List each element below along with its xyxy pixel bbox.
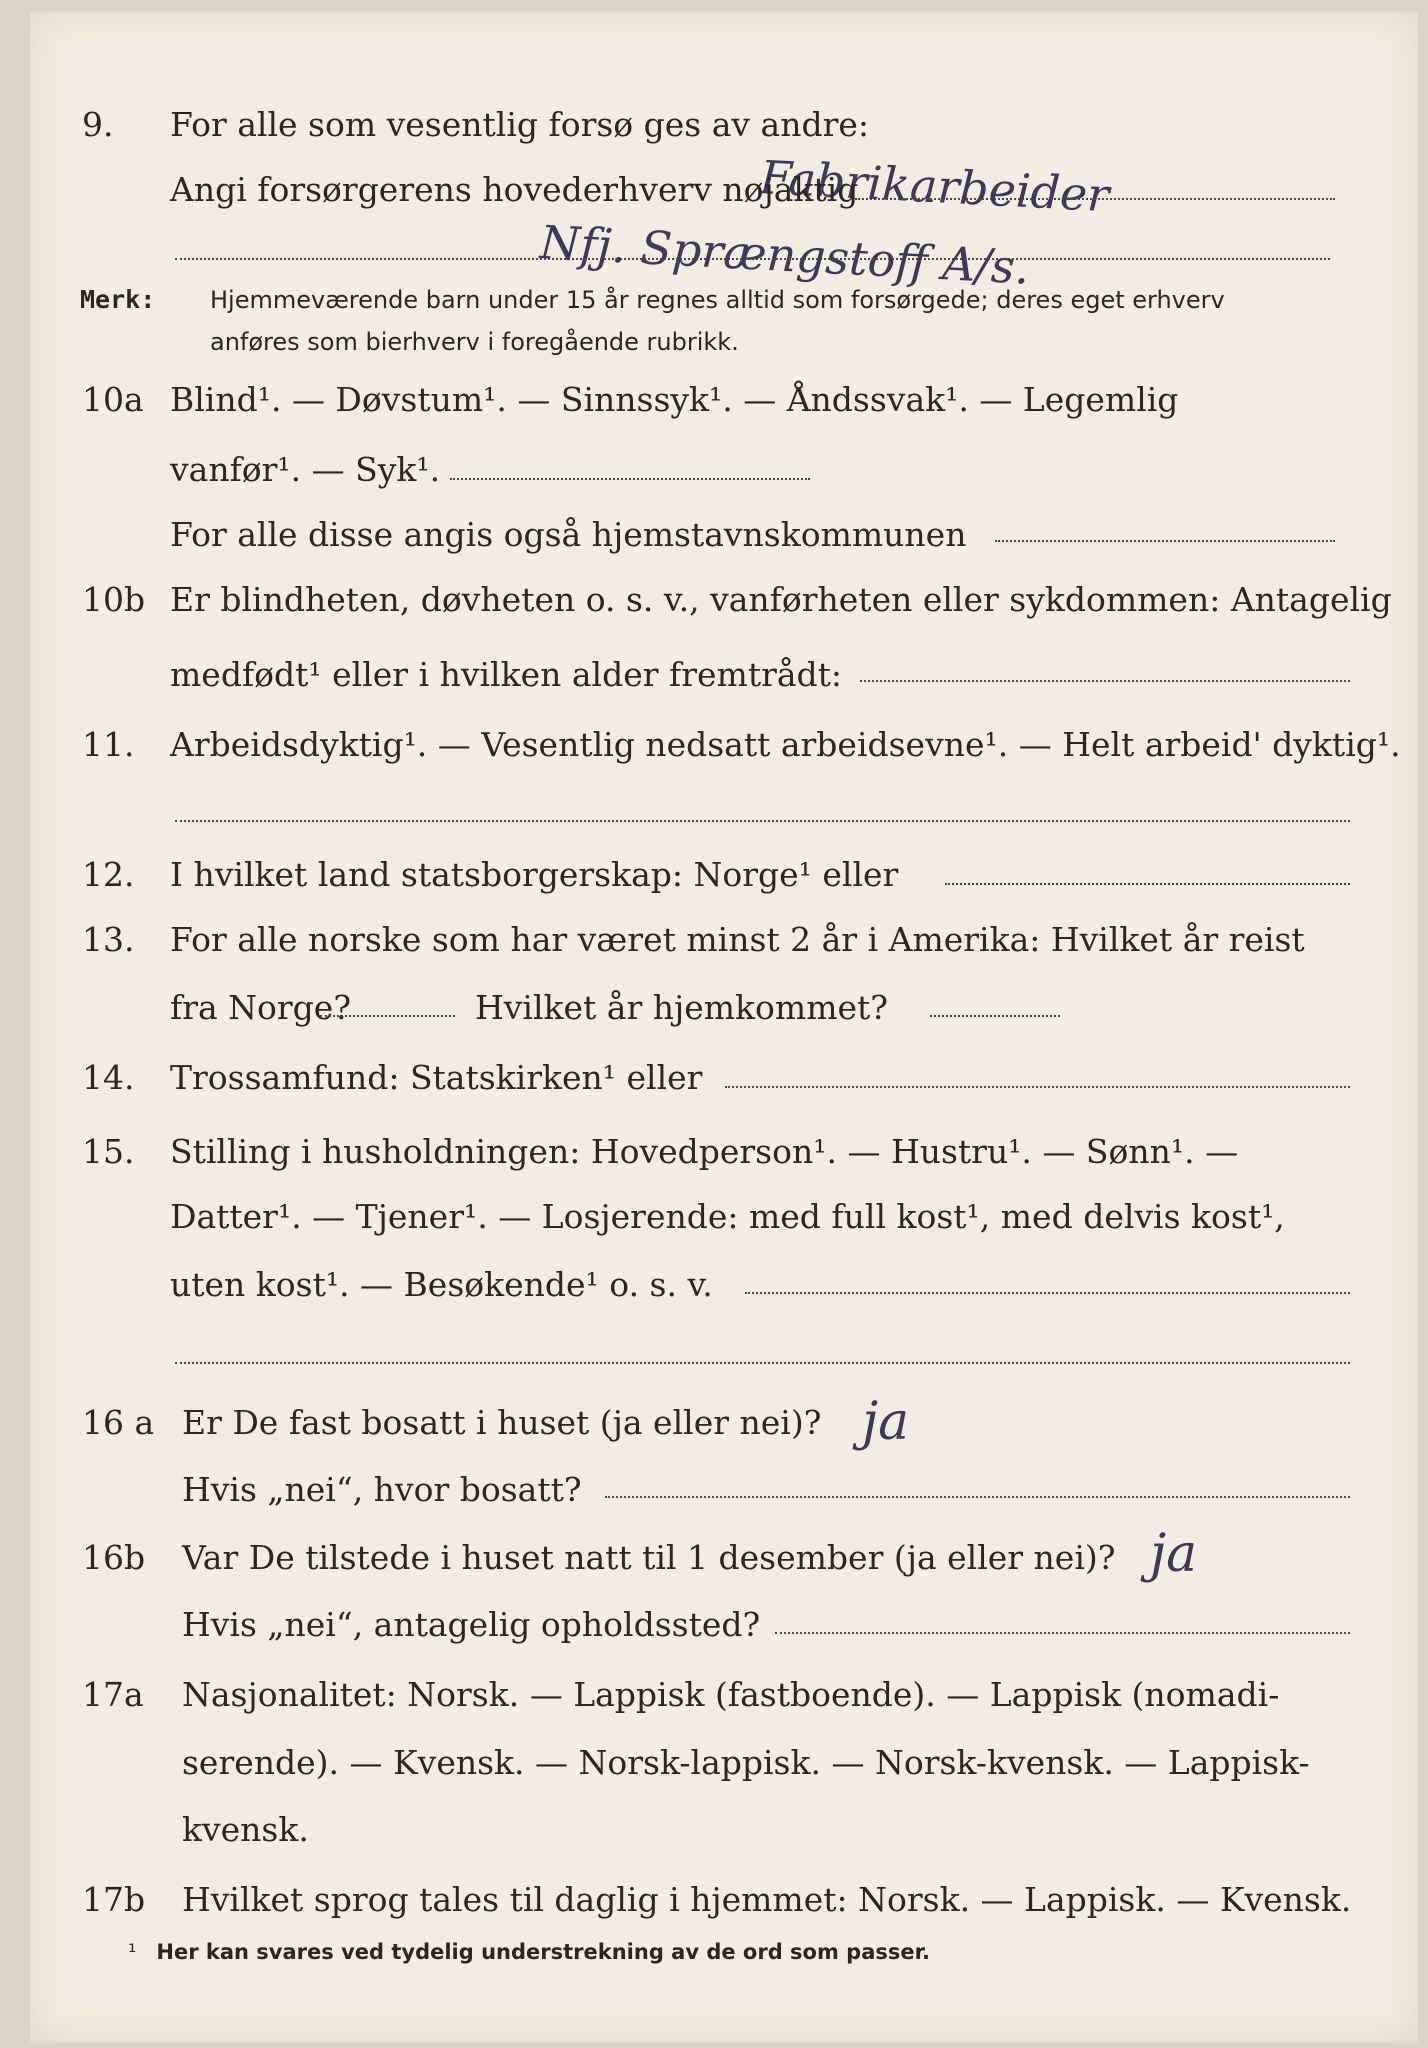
q11-text: Arbeidsdyktig¹. — Vesentlig nedsatt arbeidsevne¹. — Helt arbeid' dyktig¹.	[170, 725, 1401, 764]
q17a-number: 17a	[82, 1675, 144, 1714]
q16b-text-2: Hvis „nei“, antagelig opholdssted?	[182, 1605, 761, 1644]
merk-row-2	[0, 322, 1428, 362]
q9-answer-line-2	[175, 258, 1330, 260]
q16b-row-2	[0, 1595, 1428, 1655]
q16b-text: Var De tilstede i huset natt til 1 desember (ja eller nei)?	[182, 1538, 1116, 1577]
q17a-text-3: kvensk.	[182, 1810, 309, 1849]
q15-answer-line	[745, 1292, 1350, 1294]
q16a-text: Er De fast bosatt i huset (ja eller nei)?	[182, 1403, 822, 1442]
q11-answer-line	[175, 820, 1350, 822]
q10a-text-3: For alle disse angis også hjemstavnskommunen	[170, 515, 967, 554]
q17a-text-2: serende). — Kvensk. — Norsk-lappisk. — Norsk-kvensk. — Lappisk-	[182, 1743, 1310, 1782]
merk-text-2: anføres som bierhverv i foregående rubrikk.	[210, 328, 739, 356]
q14-row	[0, 1048, 1428, 1108]
handwritten-answer-16b: ja	[1150, 1524, 1198, 1584]
q15-number: 15.	[82, 1132, 135, 1171]
q14-number: 14.	[82, 1058, 135, 1097]
q10b-answer-line	[860, 680, 1350, 682]
merk-text: Hjemmeværende barn under 15 år regnes alltid som forsørgede; deres eget erhverv	[210, 286, 1225, 314]
q12-text: I hvilket land statsborgerskap: Norge¹ eller	[170, 855, 899, 894]
q16a-answer-line	[605, 1496, 1350, 1498]
q13-text: For alle norske som har været minst 2 år i Amerika: Hvilket år reist	[170, 920, 1305, 959]
footnote	[128, 1940, 930, 1964]
q16a-number: 16 a	[82, 1403, 155, 1442]
q10a-answer-line-2	[995, 540, 1335, 542]
q9-text: For alle som vesentlig forsø ges av andre:	[170, 105, 869, 144]
q15-answer-line-2	[175, 1362, 1350, 1364]
q17b-text: Hvilket sprog tales til daglig i hjemmet: Norsk. — Lappisk. — Kvensk.	[182, 1880, 1352, 1919]
q14-answer-line	[725, 1086, 1350, 1088]
q12-answer-line	[945, 883, 1350, 885]
q17a-row-2	[0, 1733, 1428, 1793]
q10a-answer-line	[450, 478, 810, 480]
q15-text-3: uten kost¹. — Besøkende¹ o. s. v.	[170, 1265, 713, 1304]
footnote-text: Her kan svares ved tydelig understrekning av de ord som passer.	[156, 1940, 930, 1964]
q9-row-2	[0, 160, 1428, 220]
q9-number: 9.	[82, 105, 114, 144]
q10a-row-3	[0, 505, 1428, 565]
q16a-row-2	[0, 1460, 1428, 1520]
q15-row-2	[0, 1187, 1428, 1247]
q9-row	[0, 95, 1428, 155]
handwritten-occupation: Fabrikarbeider	[758, 150, 1111, 223]
q10b-text-2: medfødt¹ eller i hvilken alder fremtrådt:	[170, 655, 843, 694]
q10a-row-2	[0, 440, 1428, 500]
q13-text-2b: Hvilket år hjemkommet?	[475, 988, 888, 1027]
q17a-text: Nasjonalitet: Norsk. — Lappisk (fastboende). — Lappisk (nomadi-	[182, 1675, 1280, 1714]
q13-row-2	[0, 978, 1428, 1038]
q10a-text: Blind¹. — Døvstum¹. — Sinnssyk¹. — Åndssvak¹. — Legemlig	[170, 380, 1179, 419]
q12-row	[0, 845, 1428, 905]
merk-row	[0, 280, 1428, 320]
q13-text-2: fra Norge?	[170, 988, 352, 1027]
q9-answer-line	[855, 198, 1335, 200]
merk-label: Merk:	[80, 285, 156, 314]
q14-text: Trossamfund: Statskirken¹ eller	[170, 1058, 703, 1097]
q11-number: 11.	[82, 725, 135, 764]
q10a-text-2: vanfør¹. — Syk¹.	[170, 450, 441, 489]
q10b-text: Er blindheten, døvheten o. s. v., vanførheten eller sykdommen: Antagelig	[170, 580, 1392, 619]
q10a-number: 10a	[82, 380, 144, 419]
q12-number: 12.	[82, 855, 135, 894]
q17b-row	[0, 1870, 1428, 1930]
q16a-row	[0, 1393, 1428, 1453]
q16a-text-2: Hvis „nei“, hvor bosatt?	[182, 1470, 582, 1509]
q17b-number: 17b	[82, 1880, 146, 1919]
q10b-row-2	[0, 645, 1428, 705]
q13-answer-line-2	[930, 1015, 1060, 1017]
q10a-row	[0, 370, 1428, 430]
q13-row	[0, 910, 1428, 970]
q15-row	[0, 1122, 1428, 1182]
q15-text: Stilling i husholdningen: Hovedperson¹. — Hustru¹. — Sønn¹. —	[170, 1132, 1239, 1171]
q17a-row-3	[0, 1800, 1428, 1860]
q16b-row	[0, 1528, 1428, 1588]
q9-text-2: Angi forsørgerens hovederhverv nøjaktig	[170, 170, 859, 209]
q13-number: 13.	[82, 920, 135, 959]
q15-row-3	[0, 1255, 1428, 1315]
q11-row	[0, 715, 1428, 775]
handwritten-answer-16a: ja	[862, 1392, 910, 1452]
q15-text-2: Datter¹. — Tjener¹. — Losjerende: med full kost¹, med delvis kost¹,	[170, 1197, 1285, 1236]
handwritten-employer: Nfj. Sprængstoff A/s.	[538, 215, 1031, 295]
q16b-number: 16b	[82, 1538, 146, 1577]
q16b-answer-line	[775, 1632, 1350, 1634]
footnote-mark: ¹	[128, 1940, 137, 1964]
q10b-row	[0, 570, 1428, 630]
q13-answer-line-1	[320, 1015, 455, 1017]
q10b-number: 10b	[82, 580, 146, 619]
q17a-row	[0, 1665, 1428, 1725]
